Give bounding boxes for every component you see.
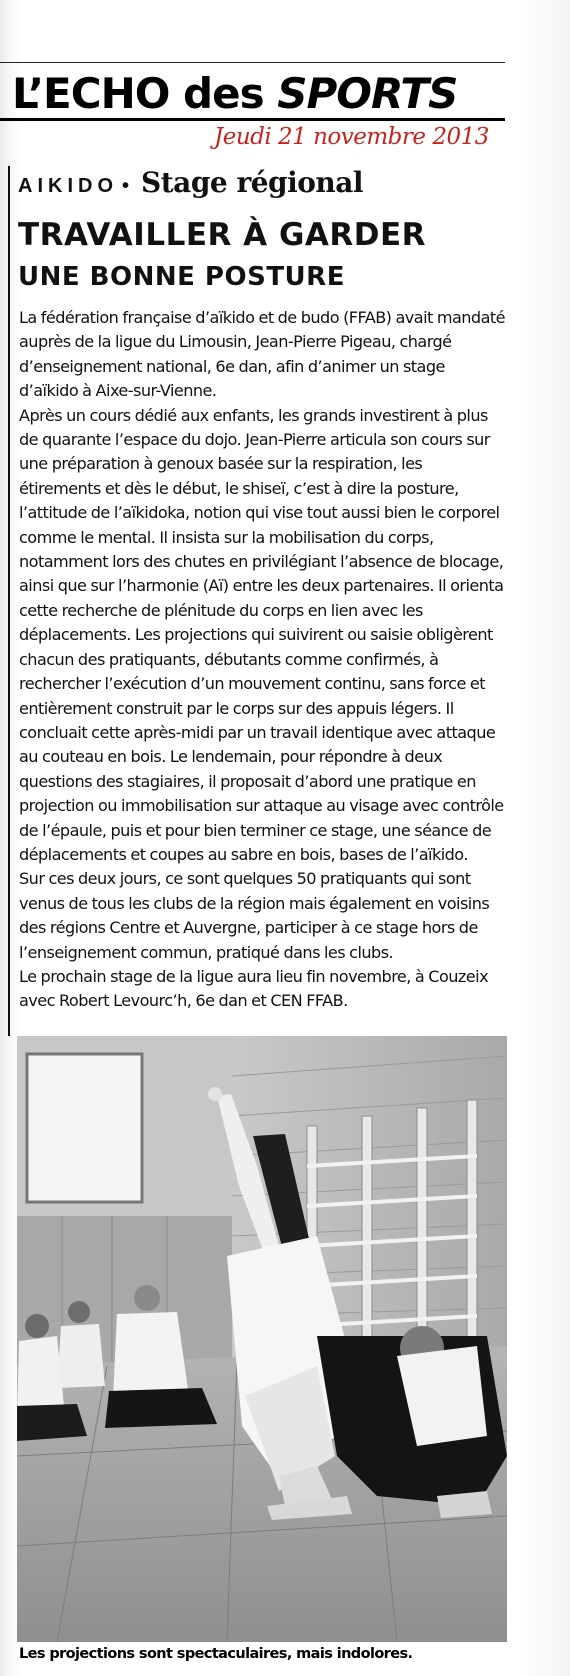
photo-caption: Les projections sont spectaculaires, mais indolores. xyxy=(19,1646,413,1662)
rubric-label: AIKIDO xyxy=(18,175,118,197)
column-rule xyxy=(8,166,10,1036)
article-paragraph: Sur ces deux jours, ce sont quelques 50 pratiquants qui sont venus de tous les clubs de la région mais également en voisins des régions Centre et Auvergne, participer à ce stage hors de l’enseignement commun, pratiqué dans les clubs. xyxy=(19,869,490,962)
masthead-title-prefix: L’ECHO des xyxy=(12,69,278,118)
article-photo xyxy=(17,1036,507,1642)
article-body xyxy=(19,306,505,1014)
article-kicker xyxy=(18,166,363,199)
issue-date: Jeudi 21 novembre 2013 xyxy=(214,124,489,150)
article-headline xyxy=(18,214,426,298)
top-rule xyxy=(0,62,505,63)
article-paragraph: Le prochain stage de la ligue aura lieu fin novembre, à Couzeix avec Robert Levourc’h, 6e dan et CEN FFAB. xyxy=(19,966,489,1011)
headline-line-1: TRAVAILLER À GARDER xyxy=(18,217,427,253)
kicker-bullet: • xyxy=(122,175,130,197)
aikido-throw-photo xyxy=(17,1036,507,1642)
article-paragraph: Après un cours dédié aux enfants, les grands investirent à plus de quarante l’espace du dojo. Jean-Pierre articula son cours sur une préparation à genoux basée sur la respiration, les étirements et dès le début, le shiseï, c’est à dire la posture, l’attitude de l’aïkidoka, notion qui vise tout aussi bien le corporel comme le mental. Il insista sur la mobilisation du corps, notamment lors des chutes en privilégiant l’absence de blocage, ainsi que sur l’harmonie (Aï) entre les deux partenaires. Il orienta cette recherche de plénitude du corps en lien avec les déplacements. Les projections qui suivirent ou saisie obligèrent chacun des pratiquants, débutants comme confirmés, à rechercher l’exécution d’un mouvement continu, sans force et entièrement construit par le corps sur des appuis légers. Il concluait cette après-midi par un travail identique avec attaque au couteau en bois. Le lendemain, pour répondre à deux questions des stagiaires, il proposait d’abord une pratique en projection ou immobilisation sur attaque au visage avec contrôle de l’épaule, puis et pour bien terminer ce stage, une séance de déplacements et coupes au sabre en bois, bases de l’aïkido. xyxy=(19,405,504,864)
section-label: Stage régional xyxy=(141,166,364,199)
masthead-title xyxy=(12,70,457,118)
article-paragraph: La fédération française d’aïkido et de budo (FFAB) avait mandaté auprès de la ligue du Limousin, Jean-Pierre Pigeau, chargé d’enseignement national, 6e dan, afin d’animer un stage d’aïkido à Aixe-sur-Vienne. xyxy=(19,308,506,401)
masthead-rule xyxy=(0,118,505,121)
headline-line-2: UNE BONNE POSTURE xyxy=(18,262,345,292)
masthead-title-sports: SPORTS xyxy=(277,69,458,118)
